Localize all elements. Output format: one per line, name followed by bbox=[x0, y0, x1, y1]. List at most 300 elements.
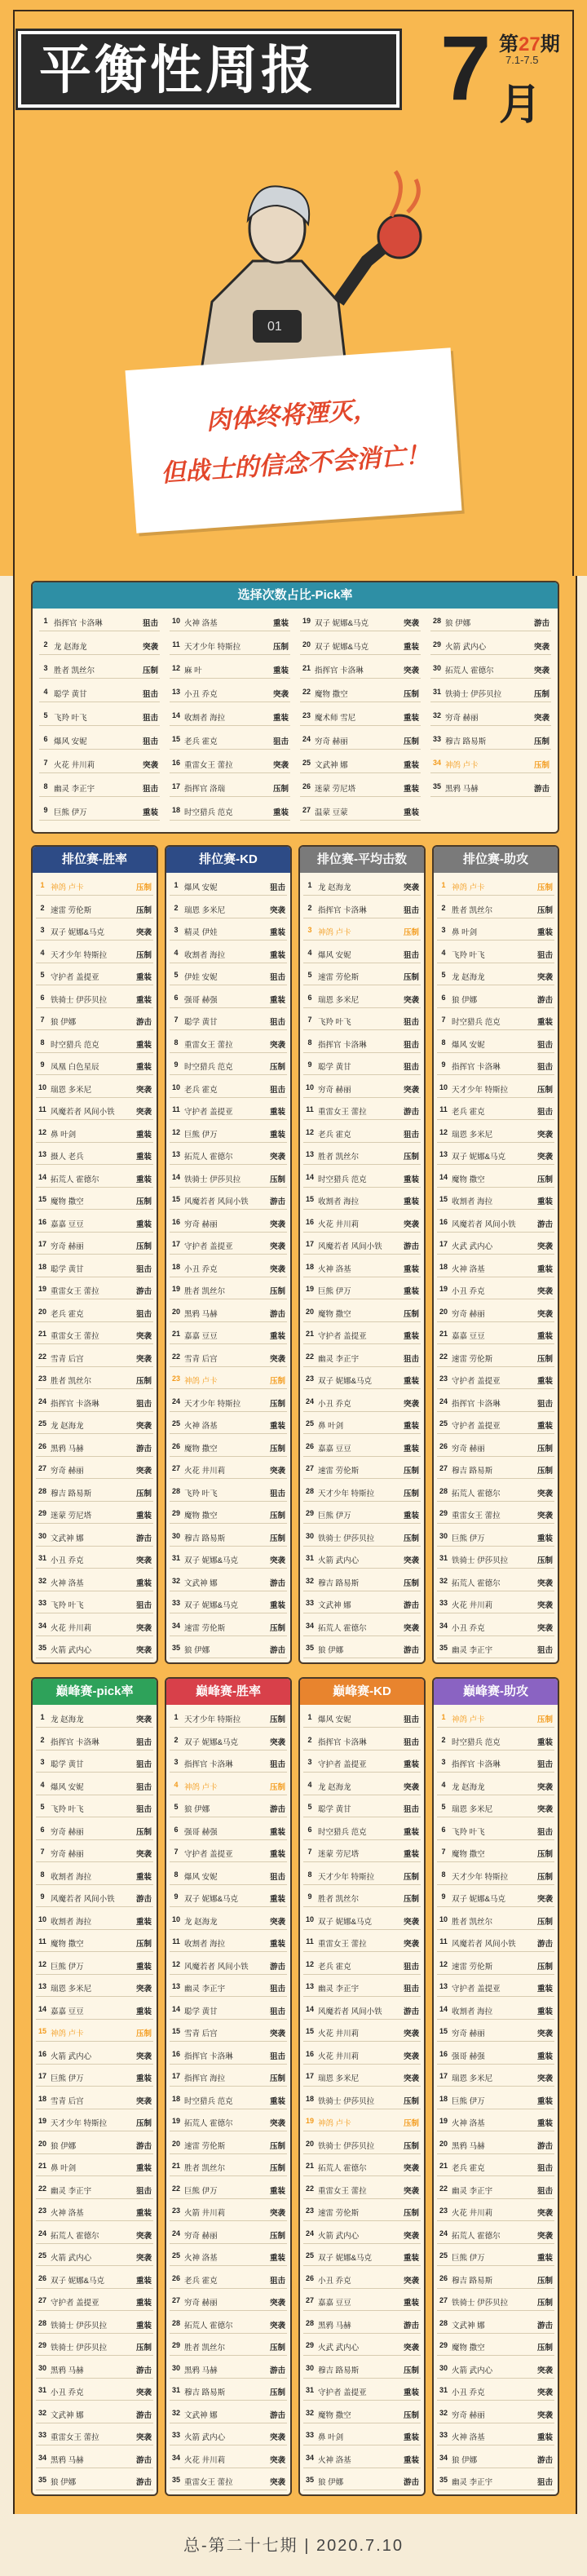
list-item bbox=[303, 1280, 421, 1299]
hero-class: 游击 bbox=[135, 1534, 152, 1543]
hero-class: 游击 bbox=[269, 1309, 285, 1319]
list-item bbox=[36, 2336, 153, 2356]
hero-name: 嘉嘉 豆豆 bbox=[51, 2007, 84, 2016]
hero-class: 狙击 bbox=[135, 1805, 152, 1814]
hero-name: 速雷 劳伦斯 bbox=[318, 973, 360, 982]
rank-number: 35 bbox=[439, 1644, 448, 1652]
slogan-card bbox=[126, 347, 462, 533]
list-item bbox=[170, 683, 290, 702]
rank-number: 27 bbox=[305, 1464, 314, 1472]
hero-class: 压制 bbox=[403, 1872, 419, 1882]
rank-number: 14 bbox=[305, 1172, 314, 1181]
list-item bbox=[170, 1549, 287, 1569]
hero-class: 重装 bbox=[135, 1578, 152, 1588]
list-item bbox=[36, 2224, 153, 2244]
hero-class: 重装 bbox=[269, 1601, 285, 1610]
list-item bbox=[300, 730, 421, 750]
hero-class: 压制 bbox=[135, 1489, 152, 1498]
list-item bbox=[437, 2022, 554, 2042]
list-item bbox=[437, 1798, 554, 1817]
hero-name: 瑞恩 多米尼 bbox=[318, 2074, 360, 2083]
hero-name: 守护者 盖提亚 bbox=[184, 1850, 233, 1859]
rank-number: 11 bbox=[172, 1105, 180, 1113]
rank-number: 31 bbox=[432, 688, 441, 696]
list-item bbox=[170, 1504, 287, 1524]
rank-number: 26 bbox=[305, 1441, 314, 1450]
rank-number: 16 bbox=[305, 2049, 314, 2058]
rank-number: 5 bbox=[307, 1803, 312, 1811]
hero-class: 压制 bbox=[269, 2231, 285, 2241]
list-item bbox=[437, 1459, 554, 1479]
list-item bbox=[170, 1527, 287, 1547]
hero-name: 拓荒人 霍德尔 bbox=[452, 1578, 501, 1588]
hero-class: 狙击 bbox=[403, 1715, 419, 1724]
rank-number: 17 bbox=[38, 2072, 46, 2080]
list-item bbox=[300, 777, 421, 797]
hero-class: 压制 bbox=[135, 2029, 152, 2038]
rank-number: 15 bbox=[439, 2027, 448, 2035]
rank-number: 15 bbox=[171, 735, 180, 743]
hero-name: 指挥官 卡洛琳 bbox=[452, 1399, 501, 1409]
list-item bbox=[36, 2426, 153, 2445]
rank-number: 23 bbox=[171, 1374, 180, 1383]
list-item bbox=[36, 2359, 153, 2379]
list-item bbox=[303, 2224, 421, 2244]
list-item bbox=[303, 1866, 421, 1885]
hero-class: 重装 bbox=[135, 1917, 152, 1927]
rank-number: 17 bbox=[305, 2072, 314, 2080]
list-item bbox=[437, 1910, 554, 1930]
list-item bbox=[36, 1280, 153, 1299]
hero-name: 时空猎兵 范克 bbox=[452, 1737, 501, 1747]
list-item bbox=[303, 1910, 421, 1930]
hero-name: 神鸽 卢卡 bbox=[452, 883, 485, 892]
rank-number: 18 bbox=[439, 1262, 448, 1271]
list-item bbox=[303, 1414, 421, 1434]
hero-class: 压制 bbox=[269, 1063, 285, 1072]
rank-number: 25 bbox=[439, 1419, 448, 1427]
rank-number: 4 bbox=[40, 948, 45, 957]
list-item bbox=[170, 635, 290, 655]
hero-class: 突袭 bbox=[536, 2410, 553, 2420]
hero-name: 文武神 娜 bbox=[51, 2410, 84, 2420]
hero-class: 重装 bbox=[536, 1985, 553, 1994]
list-item bbox=[36, 1977, 153, 1997]
rank-number: 13 bbox=[305, 1982, 314, 1990]
rank-number: 9 bbox=[40, 1892, 45, 1901]
rank-number: 28 bbox=[171, 1486, 180, 1495]
hero-name: 巨熊 伊万 bbox=[318, 1512, 351, 1520]
list-item bbox=[437, 1932, 554, 1952]
rank-number: 31 bbox=[38, 1554, 46, 1562]
hero-class: 压制 bbox=[269, 1444, 285, 1454]
rank-number: 29 bbox=[171, 1509, 180, 1517]
hero-name: 指挥官 卡洛琳 bbox=[318, 1737, 367, 1747]
hero-name: 火神 洛基 bbox=[184, 2254, 218, 2263]
hero-name: 文武神 娜 bbox=[318, 1601, 351, 1610]
hero-name: 收割者 海拉 bbox=[51, 1872, 92, 1882]
hero-class: 压制 bbox=[536, 1085, 553, 1095]
list-item bbox=[430, 683, 551, 702]
list-item bbox=[437, 1348, 554, 1367]
list-item bbox=[303, 1190, 421, 1210]
rank-number: 8 bbox=[174, 1870, 179, 1879]
list-item bbox=[437, 1753, 554, 1773]
hero-name: 小丑 乔克 bbox=[184, 1264, 218, 1274]
list-item bbox=[303, 2449, 421, 2468]
hero-name: 雪青 后宫 bbox=[51, 2096, 84, 2106]
rank-number: 12 bbox=[439, 1959, 448, 1968]
hero-class: 突袭 bbox=[269, 2321, 285, 2330]
hero-name: 幽灵 李正宇 bbox=[318, 1985, 360, 1994]
hero-class: 狙击 bbox=[269, 1018, 285, 1027]
hero-class: 压制 bbox=[536, 1444, 553, 1454]
rank-number: 13 bbox=[305, 1150, 314, 1158]
list-item bbox=[303, 1056, 421, 1075]
list-item bbox=[437, 1370, 554, 1389]
hero-name: 胜者 凯丝尔 bbox=[54, 666, 95, 675]
hero-class: 突袭 bbox=[403, 1940, 419, 1949]
list-item bbox=[170, 1910, 287, 1930]
list-item bbox=[39, 659, 160, 679]
list-item bbox=[300, 754, 421, 773]
ranked-panel-1 bbox=[31, 845, 158, 1664]
list-item bbox=[303, 2045, 421, 2065]
hero-name: 鼻 叶剑 bbox=[318, 2433, 344, 2442]
rank-number: 17 bbox=[38, 1240, 46, 1248]
rank-number: 13 bbox=[171, 688, 180, 696]
rank-number: 7 bbox=[307, 1016, 312, 1024]
list-item bbox=[303, 2246, 421, 2266]
hero-name: 狼 伊娜 bbox=[184, 1805, 210, 1814]
hero-name: 守护者 盖提亚 bbox=[184, 1242, 233, 1251]
rank-number: 26 bbox=[38, 1441, 46, 1450]
hero-class: 突袭 bbox=[269, 1737, 285, 1747]
hero-name: 重雷女王 蕾拉 bbox=[184, 1040, 233, 1050]
hero-class: 狙击 bbox=[135, 1399, 152, 1409]
hero-name: 重雷女王 蕾拉 bbox=[51, 1287, 99, 1296]
hero-name: 指挥官 洛瑞 bbox=[184, 785, 226, 794]
hero-class: 重装 bbox=[269, 2096, 285, 2106]
list-item bbox=[170, 921, 287, 941]
hero-name: 胜者 凯丝尔 bbox=[184, 1287, 226, 1296]
rank-number: 32 bbox=[38, 1576, 46, 1585]
list-item bbox=[36, 1348, 153, 1367]
rank-number: 3 bbox=[174, 926, 179, 934]
rank-number: 18 bbox=[439, 2094, 448, 2103]
list-item bbox=[303, 1235, 421, 1255]
rank-number: 33 bbox=[432, 735, 441, 743]
hero-name: 速雷 劳伦斯 bbox=[184, 2141, 226, 2151]
list-item bbox=[437, 1504, 554, 1524]
hero-name: 胜者 凯丝尔 bbox=[452, 905, 493, 915]
list-item bbox=[36, 1100, 153, 1120]
hero-class: 狙击 bbox=[272, 737, 289, 746]
hero-name: 神鸽 卢卡 bbox=[51, 883, 84, 892]
hero-class: 突袭 bbox=[135, 2052, 152, 2061]
hero-name: 守护者 盖提亚 bbox=[452, 1985, 501, 1994]
hero-class: 游击 bbox=[135, 1895, 152, 1904]
hero-class: 突袭 bbox=[403, 2344, 419, 2352]
hero-class: 突袭 bbox=[269, 1264, 285, 1274]
rank-number: 11 bbox=[439, 1105, 448, 1113]
list-item bbox=[170, 659, 290, 679]
hero-name: 魔物 撒空 bbox=[184, 1512, 218, 1520]
hero-name: 迷蒙 劳尼塔 bbox=[315, 785, 356, 794]
hero-name: 聪学 黄甘 bbox=[51, 1264, 84, 1274]
rank-number: 7 bbox=[307, 1848, 312, 1856]
list-item bbox=[303, 1504, 421, 1524]
list-item bbox=[303, 1977, 421, 1997]
list-item bbox=[303, 921, 421, 941]
hero-name: 魔物 撒空 bbox=[315, 690, 348, 699]
hero-name: 狼 伊娜 bbox=[445, 619, 471, 628]
hero-name: 巨熊 伊万 bbox=[452, 1534, 485, 1543]
rank-number: 27 bbox=[302, 806, 311, 814]
rank-number: 9 bbox=[307, 1060, 312, 1069]
hero-name: 小丑 乔克 bbox=[51, 1556, 84, 1565]
rank-number: 20 bbox=[171, 1307, 180, 1316]
hero-class: 重装 bbox=[135, 995, 152, 1005]
hero-name: 速雷 劳伦斯 bbox=[184, 1623, 226, 1633]
rank-number: 31 bbox=[439, 1554, 448, 1562]
rank-number: 24 bbox=[38, 1396, 46, 1405]
list-item bbox=[36, 989, 153, 1008]
rank-number: 21 bbox=[439, 2162, 448, 2170]
hero-name: 重雷女王 蕾拉 bbox=[184, 2478, 233, 2487]
rank-number: 4 bbox=[307, 948, 312, 957]
hero-name: 瑞恩 多米尼 bbox=[318, 995, 360, 1005]
hero-class: 压制 bbox=[403, 1578, 419, 1588]
hero-class: 狙击 bbox=[403, 1130, 419, 1140]
hero-class: 狙击 bbox=[536, 1063, 553, 1072]
hero-class: 重装 bbox=[269, 1827, 285, 1837]
list-item bbox=[170, 1056, 287, 1075]
hero-name: 重雷女王 蕾拉 bbox=[318, 1108, 367, 1117]
hero-name: 巨熊 伊万 bbox=[184, 1130, 218, 1140]
hero-class: 压制 bbox=[269, 2388, 285, 2397]
hero-name: 龙 赵海龙 bbox=[318, 883, 351, 892]
hero-class: 突袭 bbox=[135, 1715, 152, 1724]
hero-class: 游击 bbox=[536, 2455, 553, 2465]
rank-number: 6 bbox=[441, 1825, 446, 1834]
list-item bbox=[36, 1932, 153, 1952]
list-item bbox=[437, 2404, 554, 2423]
hero-class: 压制 bbox=[536, 883, 553, 892]
rank-number: 2 bbox=[43, 640, 48, 648]
list-item bbox=[170, 1258, 287, 1277]
list-item bbox=[303, 944, 421, 963]
rank-number: 2 bbox=[174, 1735, 179, 1744]
hero-name: 守护者 盖提亚 bbox=[452, 1377, 501, 1386]
hero-name: 老兵 霍克 bbox=[452, 2164, 485, 2173]
rank-number: 19 bbox=[305, 1285, 314, 1293]
rank-number: 12 bbox=[171, 1959, 180, 1968]
list-item bbox=[437, 2202, 554, 2221]
list-item bbox=[36, 2314, 153, 2334]
rank-number: 32 bbox=[439, 1576, 448, 1585]
hero-name: 黑鸦 马赫 bbox=[452, 2141, 485, 2151]
hero-class: 游击 bbox=[135, 2478, 152, 2487]
list-item bbox=[36, 2135, 153, 2154]
list-item bbox=[170, 1235, 287, 1255]
list-item bbox=[170, 1033, 287, 1053]
header-banner bbox=[0, 0, 587, 576]
rank-number: 35 bbox=[171, 2476, 180, 2484]
rank-number: 10 bbox=[439, 1082, 448, 1091]
rank-number: 29 bbox=[432, 640, 441, 648]
hero-class: 狙击 bbox=[403, 1018, 419, 1027]
rank-number: 19 bbox=[171, 1285, 180, 1293]
list-item bbox=[437, 1821, 554, 1840]
list-item bbox=[303, 2000, 421, 2020]
rank-number: 35 bbox=[439, 2476, 448, 2484]
list-item bbox=[437, 1731, 554, 1751]
hero-name: 守护者 盖提亚 bbox=[318, 1760, 367, 1769]
rank-number: 33 bbox=[305, 2431, 314, 2439]
hero-name: 指挥官 卡洛琳 bbox=[318, 1040, 367, 1050]
hero-name: 穷奇 赫丽 bbox=[315, 737, 348, 746]
hero-class: 突袭 bbox=[135, 2433, 152, 2442]
list-item bbox=[39, 777, 160, 797]
list-item bbox=[39, 801, 160, 821]
hero-class: 突袭 bbox=[135, 928, 152, 937]
list-item bbox=[170, 2157, 287, 2176]
list-item bbox=[437, 2426, 554, 2445]
hero-name: 时空猎兵 范克 bbox=[184, 2096, 233, 2106]
hero-class: 突袭 bbox=[403, 666, 419, 675]
hero-name: 时空猎兵 范克 bbox=[184, 808, 233, 817]
hero-class: 重装 bbox=[269, 1130, 285, 1140]
list-item bbox=[303, 1594, 421, 1613]
rank-number: 13 bbox=[38, 1982, 46, 1990]
ranked-panel-2 bbox=[165, 845, 292, 1664]
rank-number: 21 bbox=[302, 664, 311, 672]
hero-class: 狙击 bbox=[135, 1737, 152, 1747]
rank-number: 24 bbox=[171, 1396, 180, 1405]
hero-name: 铁骑士 伊莎贝拉 bbox=[318, 2141, 375, 2151]
hero-name: 指挥官 卡洛琳 bbox=[184, 2052, 233, 2061]
hero-class: 压制 bbox=[269, 1534, 285, 1543]
list-item bbox=[170, 1459, 287, 1479]
rank-number: 19 bbox=[305, 2117, 314, 2125]
hero-class: 突袭 bbox=[536, 2231, 553, 2241]
hero-name: 火箭 武内心 bbox=[184, 2433, 226, 2442]
hero-class: 突袭 bbox=[269, 1467, 285, 1476]
list-item bbox=[303, 2180, 421, 2199]
hero-class: 突袭 bbox=[536, 1489, 553, 1498]
rank-number: 13 bbox=[439, 1982, 448, 1990]
hero-class: 狙击 bbox=[403, 1040, 419, 1050]
rank-number: 25 bbox=[38, 2251, 46, 2260]
hero-name: 魔物 撒空 bbox=[452, 1850, 485, 1859]
rank-number: 3 bbox=[40, 1758, 45, 1766]
hero-name: 黑鸦 马赫 bbox=[445, 785, 479, 794]
rank-number: 6 bbox=[43, 735, 48, 743]
hero-class: 狙击 bbox=[135, 1760, 152, 1769]
rank-number: 20 bbox=[38, 1307, 46, 1316]
hero-name: 爆风 安妮 bbox=[51, 1782, 84, 1792]
hero-class: 狙击 bbox=[135, 1264, 152, 1274]
hero-class: 狙击 bbox=[135, 1782, 152, 1792]
rank-number: 4 bbox=[307, 1780, 312, 1789]
rank-number: 5 bbox=[441, 971, 446, 979]
hero-name: 双子 妮娜&马克 bbox=[184, 1601, 238, 1610]
hero-class: 突袭 bbox=[403, 1085, 419, 1095]
hero-name: 老兵 霍克 bbox=[184, 1085, 218, 1095]
date-range: 7.1-7.5 bbox=[505, 54, 539, 66]
rank-number: 11 bbox=[38, 1105, 46, 1113]
hero-name: 黑鸦 马赫 bbox=[51, 2455, 84, 2465]
hero-class: 重装 bbox=[403, 1760, 419, 1769]
hero-name: 守护者 盖提亚 bbox=[51, 2299, 99, 2308]
hero-class: 重装 bbox=[536, 1018, 553, 1027]
hero-name: 雪青 后宫 bbox=[51, 1354, 84, 1364]
hero-class: 压制 bbox=[135, 2119, 152, 2128]
rank-number: 3 bbox=[307, 926, 312, 934]
list-item bbox=[36, 1392, 153, 1412]
hero-class: 重装 bbox=[403, 761, 419, 770]
hero-class: 突袭 bbox=[269, 1354, 285, 1364]
hero-name: 嘉嘉 豆豆 bbox=[184, 1332, 218, 1341]
rank-number: 19 bbox=[439, 2117, 448, 2125]
hero-name: 双子 妮娜&马克 bbox=[184, 1556, 238, 1565]
hero-class: 压制 bbox=[536, 1354, 553, 1364]
hero-class: 压制 bbox=[536, 1962, 553, 1972]
hero-class: 重装 bbox=[403, 2433, 419, 2442]
hero-name: 嘉嘉 豆豆 bbox=[51, 1219, 84, 1229]
rank-number: 27 bbox=[305, 2296, 314, 2304]
hero-class: 突袭 bbox=[135, 1646, 152, 1655]
hero-class: 突袭 bbox=[536, 2209, 553, 2218]
hero-class: 重装 bbox=[536, 1332, 553, 1341]
list-item bbox=[303, 899, 421, 918]
list-item bbox=[39, 612, 160, 631]
rank-number: 24 bbox=[302, 735, 311, 743]
hero-class: 突袭 bbox=[403, 2231, 419, 2241]
hero-class: 压制 bbox=[403, 2366, 419, 2375]
rank-number: 22 bbox=[439, 1352, 448, 1361]
hero-class: 狙击 bbox=[403, 1985, 419, 1994]
hero-name: 双子 妮娜&马克 bbox=[318, 2254, 372, 2263]
hero-class: 狙击 bbox=[142, 785, 158, 794]
list-item bbox=[36, 1235, 153, 1255]
hero-name: 黑鸦 马赫 bbox=[51, 1444, 84, 1454]
hero-name: 强哥 赫强 bbox=[184, 1827, 218, 1837]
hero-name: 巨熊 伊万 bbox=[54, 808, 87, 817]
hero-class: 突袭 bbox=[269, 2433, 285, 2442]
rank-number: 2 bbox=[307, 903, 312, 912]
rank-number: 20 bbox=[302, 640, 311, 648]
list-item bbox=[437, 2135, 554, 2154]
hero-class: 突袭 bbox=[403, 1219, 419, 1229]
hero-class: 重装 bbox=[135, 2164, 152, 2173]
rank-number: 12 bbox=[38, 1959, 46, 1968]
hero-class: 重装 bbox=[135, 2007, 152, 2016]
hero-name: 重雷女王 蕾拉 bbox=[184, 761, 233, 770]
rank-number: 12 bbox=[439, 1127, 448, 1136]
list-item bbox=[170, 1348, 287, 1367]
list-item bbox=[300, 801, 421, 821]
list-item bbox=[36, 2045, 153, 2065]
rank-number: 13 bbox=[171, 1982, 180, 1990]
hero-name: 凤凰 白色星辰 bbox=[51, 1063, 99, 1072]
hero-class: 突袭 bbox=[403, 1556, 419, 1565]
hero-name: 天才少年 特斯拉 bbox=[318, 1489, 375, 1498]
rank-number: 16 bbox=[305, 1217, 314, 1226]
list-item bbox=[36, 1527, 153, 1547]
list-item bbox=[303, 2381, 421, 2401]
